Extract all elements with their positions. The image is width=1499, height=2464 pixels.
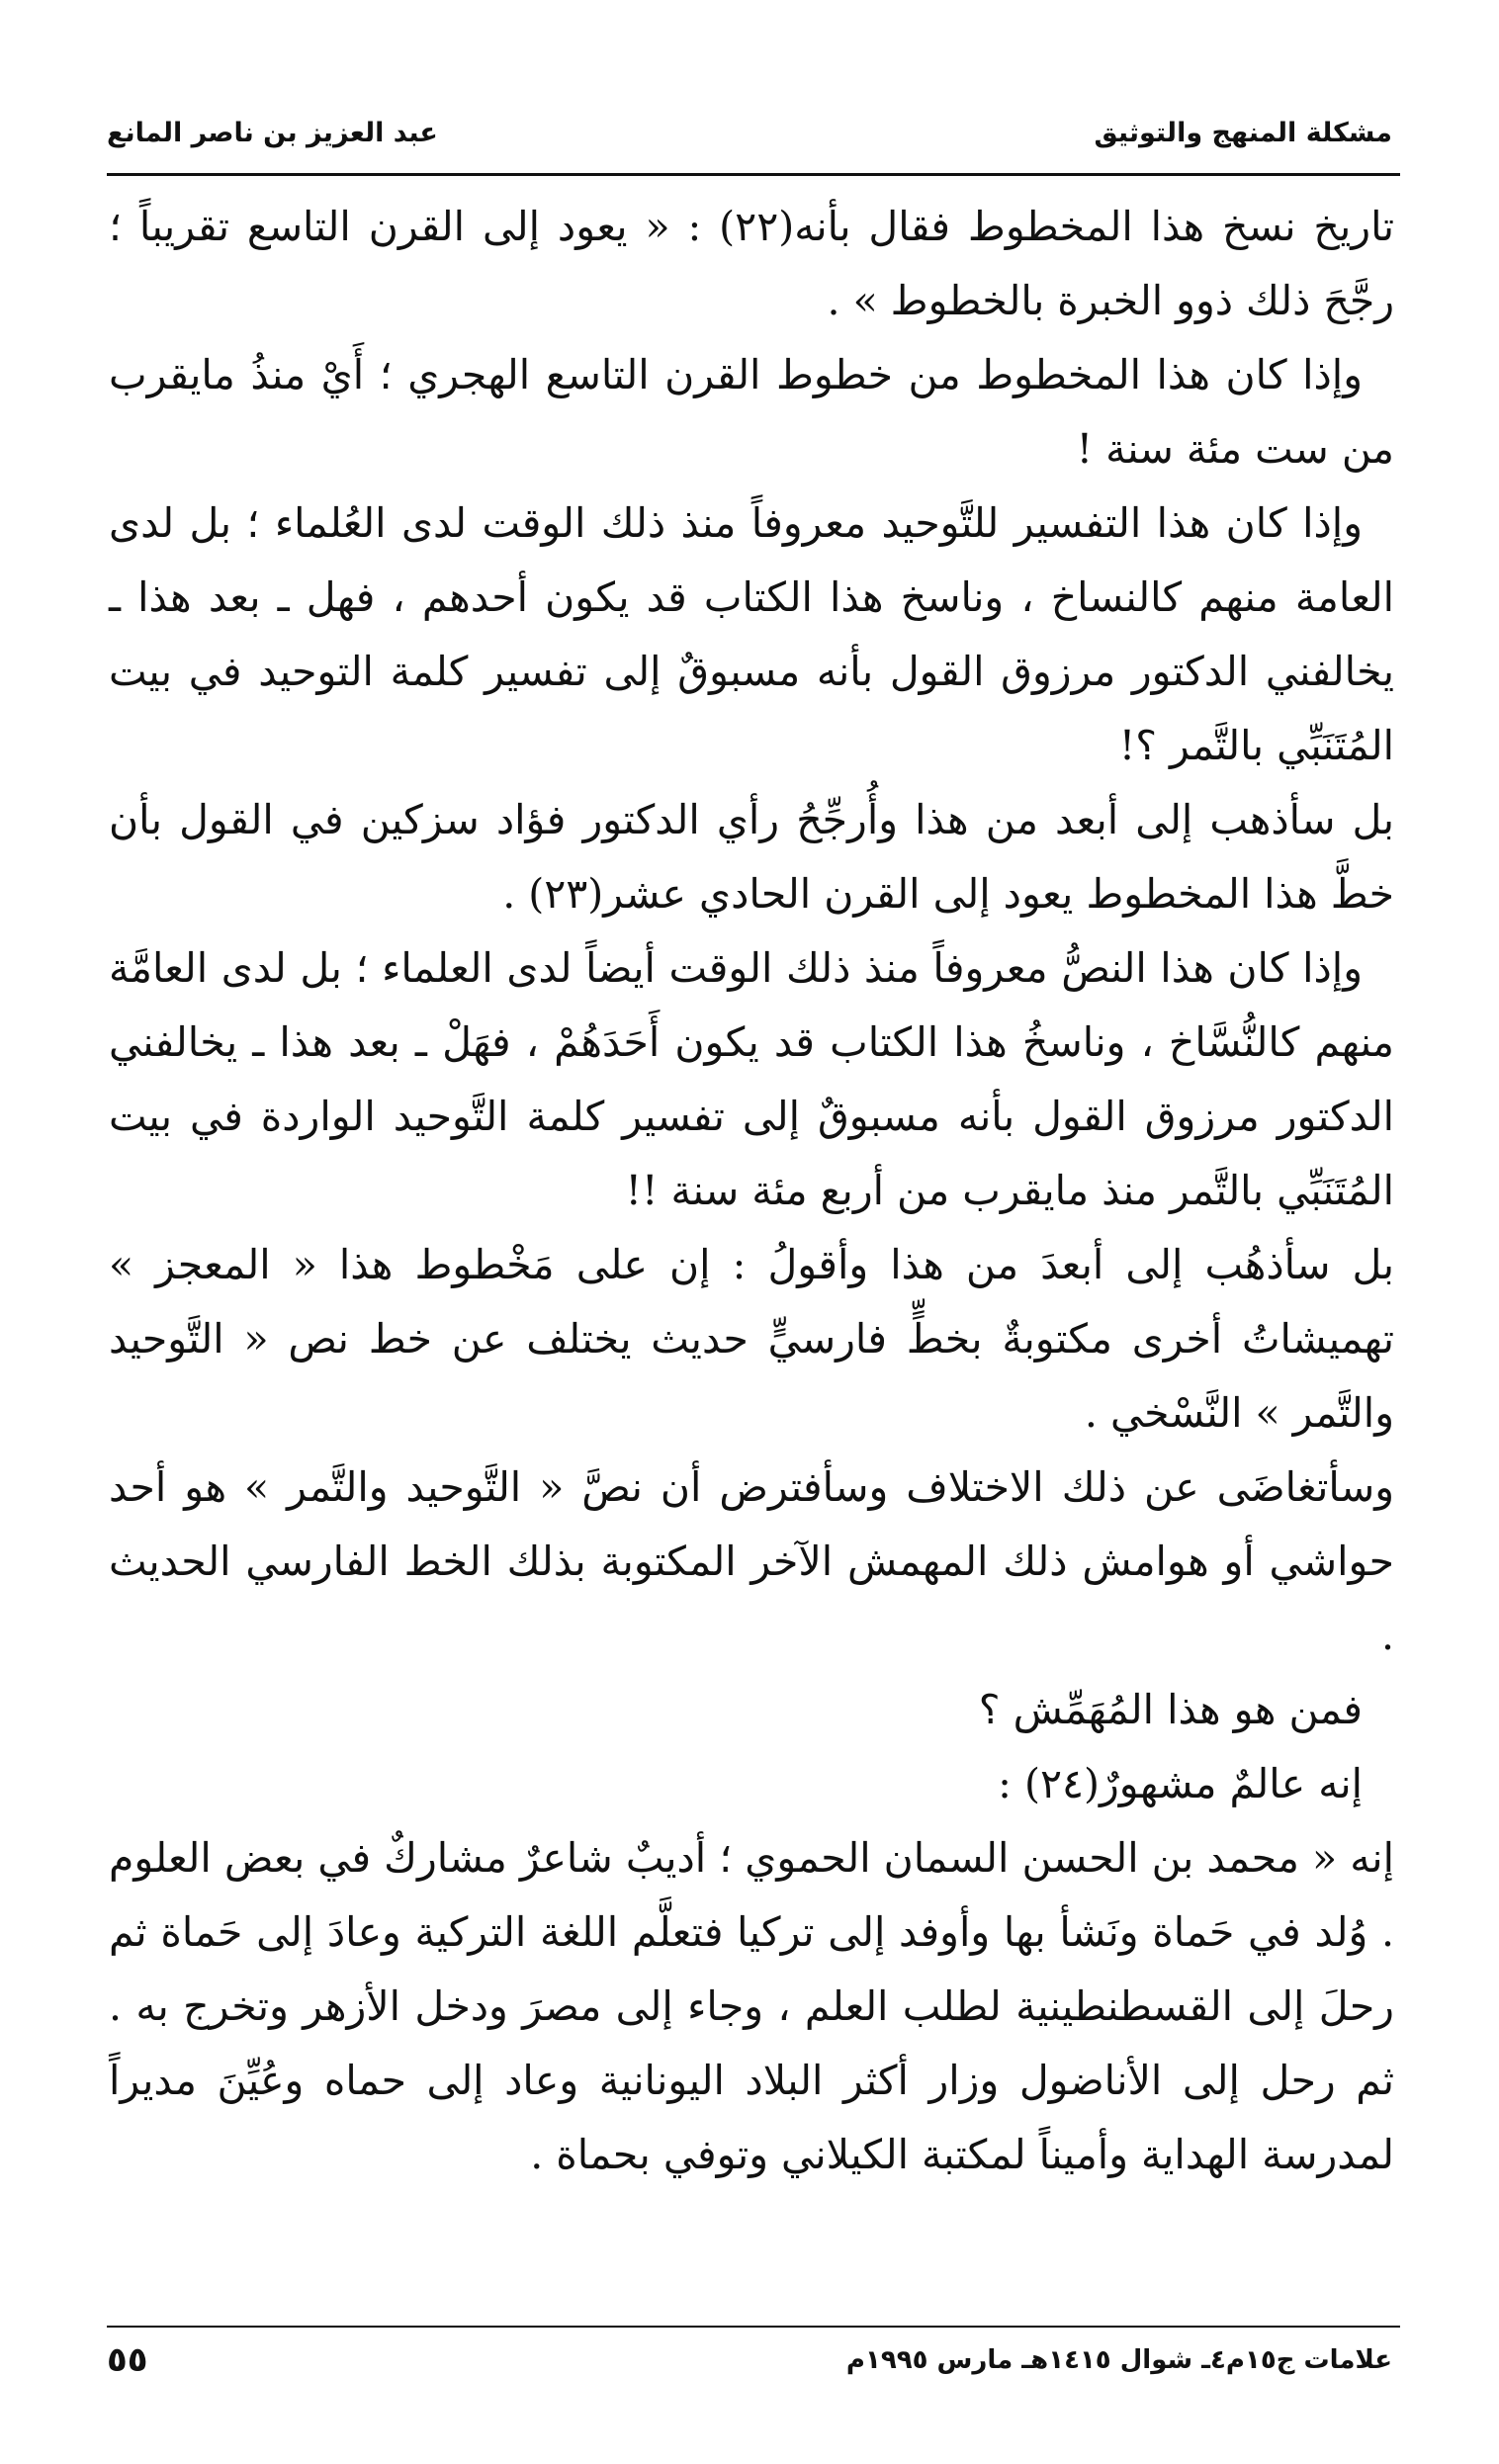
header-author: عبد العزيز بن ناصر المانع xyxy=(107,117,438,148)
journal-citation: علامات ج١٥م٤ـ شوال ١٤١٥هـ مارس ١٩٩٥م xyxy=(845,2345,1392,2375)
paragraph: وسأتغاضَى عن ذلك الاختلاف وسأفترض أن نصَّ « التَّوحيد والتَّمر » هو أحد حواشي أو هوامش ذلك المهمش الآخر المكتوبة بذلك الخط الفارسي الحديث . xyxy=(109,1463,1394,1659)
paragraph: إنه عالمٌ مشهورٌ(٢٤) : xyxy=(998,1760,1363,1807)
header-rule xyxy=(107,173,1400,176)
paragraph: فمن هو هذا المُهَمِّش ؟ xyxy=(978,1686,1363,1733)
header-title: مشكلة المنهج والتوثيق xyxy=(1094,117,1392,148)
paragraph: وإذا كان هذا التفسير للتَّوحيد معروفاً منذ ذلك الوقت لدى العُلماء ؛ بل لدى العامة منهم كالنساخ ، وناسخ هذا الكتاب قد يكون أحدهم ، فهل ـ بعد هذا ـ يخالفني الدكتور مرزوق القول بأنه مسبوقٌ إلى تفسير كلمة التوحيد في بيت المُتَنَبِّي بالتَّمر ؟! xyxy=(109,499,1394,769)
running-header xyxy=(107,107,1392,158)
page-number: ٥٥ xyxy=(107,2340,148,2380)
paragraph: إنه « محمد بن الحسن السمان الحموي ؛ أديبٌ شاعرٌ مشاركٌ في بعض العلوم . وُلد في حَماة ونَشأ بها وأوفد إلى تركيا فتعلَّم اللغة التركية وعادَ إلى حَماة ثم رحلَ إلى القسطنطينية لطلب العلم ، وجاء إلى مصرَ ودخل الأزهر وتخرج به . ثم رحل إلى الأناضول وزار أكثر البلاد اليونانية وعاد إلى حماه وعُيِّنَ مديراً لمدرسة الهداية وأميناً لمكتبة الكيلاني وتوفي بحماة . xyxy=(109,1834,1394,2178)
body-text xyxy=(109,190,1394,2314)
paragraph: تاريخ نسخ هذا المخطوط فقال بأنه(٢٢) : « يعود إلى القرن التاسع تقريباً ؛ رجَّحَ ذلك ذوو الخبرة بالخطوط » . xyxy=(109,203,1394,324)
paragraph: بل سأذهب إلى أبعد من هذا وأُرجِّحُ رأي الدكتور فؤاد سزكين في القول بأن خطَّ هذا المخطوط يعود إلى القرن الحادي عشر(٢٣) . xyxy=(109,796,1394,918)
paragraph: وإذا كان هذا النصُّ معروفاً منذ ذلك الوقت أيضاً لدى العلماء ؛ بل لدى العامَّة منهم كالنُّسَّاخ ، وناسخُ هذا الكتاب قد يكون أَحَدَهُمْ ، فهَلْ ـ بعد هذا ـ يخالفني الدكتور مرزوق القول بأنه مسبوقٌ إلى تفسير كلمة التَّوحيد الواردة في بيت المُتَنَبِّي بالتَّمر منذ مايقرب من أربع مئة سنة !! xyxy=(109,944,1394,1214)
running-footer xyxy=(107,2335,1392,2385)
footer-rule xyxy=(107,2326,1400,2328)
paragraph: بل سأذهُب إلى أبعدَ من هذا وأقولُ : إن على مَخْطوط هذا « المعجز » تهميشاتُ أخرى مكتوبةٌ بخطٍّ فارسيٍّ حديث يختلف عن خط نص « التَّوحيد والتَّمر » النَّسْخي . xyxy=(109,1241,1394,1437)
paragraph: وإذا كان هذا المخطوط من خطوط القرن التاسع الهجري ؛ أَيْ منذُ مايقرب من ست مئة سنة ! xyxy=(109,351,1394,473)
